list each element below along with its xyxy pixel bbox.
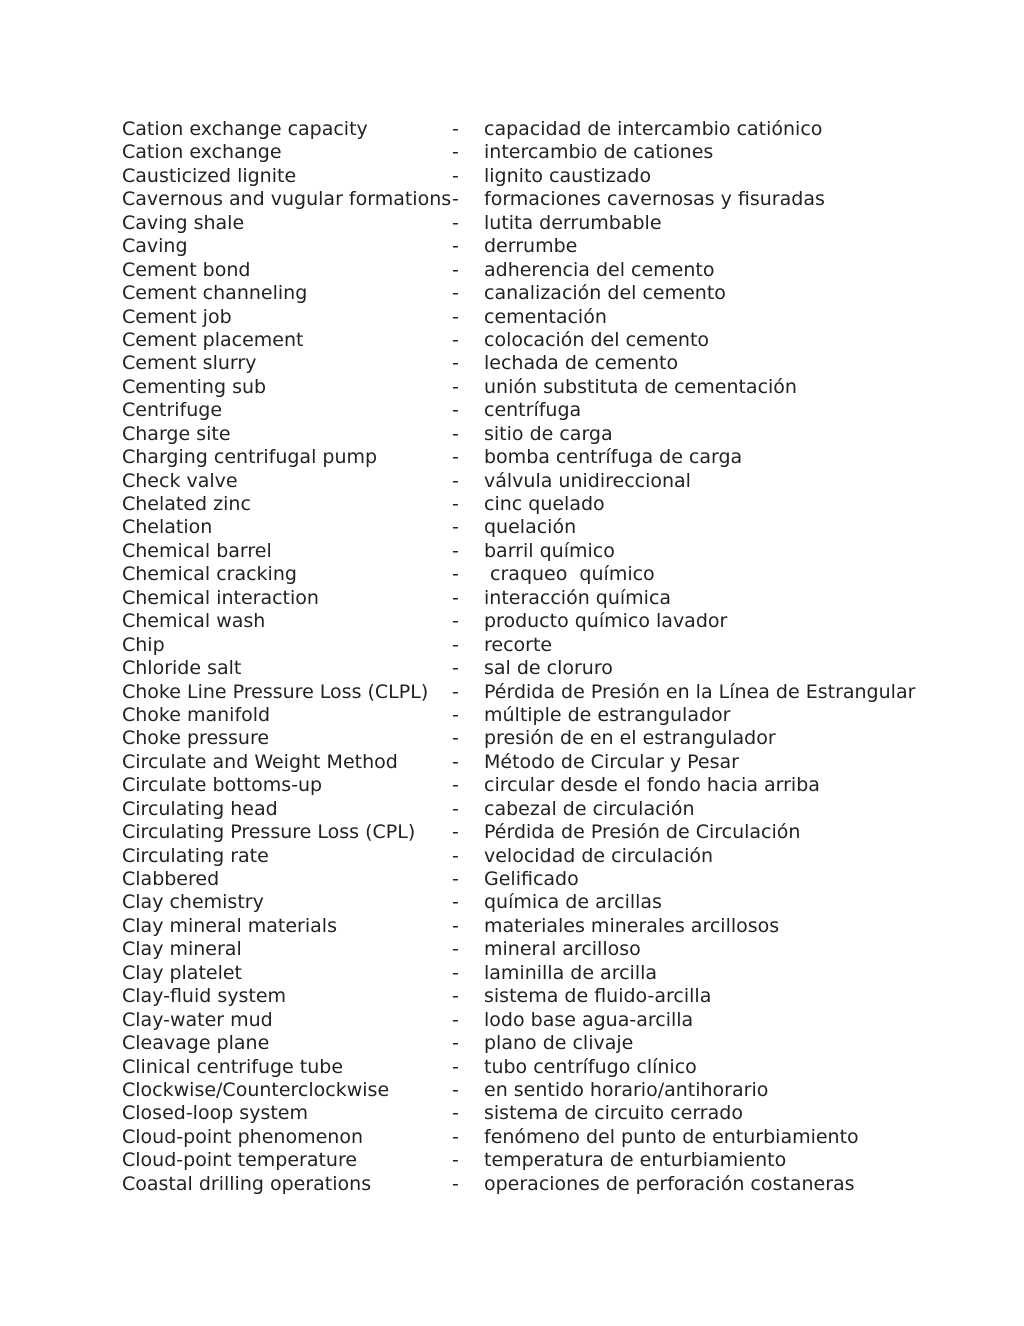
entry-term: Cement slurry [122,352,257,375]
entry-term: Caving shale [122,211,245,234]
entry-term: Choke pressure [122,727,270,750]
entry-separator: - [452,235,459,258]
entry-translation: barril químico [484,539,615,562]
glossary-entry [122,446,922,469]
entry-term: Cleavage plane [122,1032,270,1055]
entry-translation: plano de clivaje [484,1032,634,1055]
entry-term: Clabbered [122,868,220,890]
glossary-entry [122,1032,922,1055]
entry-term: Clockwise/Counterclockwise [122,1078,390,1101]
entry-separator: - [452,633,459,656]
entry-separator: - [452,1172,459,1195]
glossary-entry [122,165,922,188]
entry-term: Chemical interaction [122,586,319,609]
entry-separator: - [452,891,459,914]
entry-term: Circulate bottoms-up [122,774,323,797]
entry-translation: capacidad de intercambio catiónico [484,118,823,140]
entry-separator: - [452,328,459,351]
entry-translation: centrífuga [484,399,582,422]
entry-term: Cement placement [122,328,304,351]
glossary-entry [122,235,922,258]
glossary-entry [122,587,922,610]
glossary-list [122,118,922,1196]
entry-translation: producto químico lavador [484,610,728,633]
entry-term: Cement channeling [122,282,308,305]
glossary-entry [122,118,922,141]
entry-separator: - [452,938,459,961]
glossary-entry [122,259,922,282]
entry-translation: derrumbe [484,235,578,258]
entry-term: Cement bond [122,258,251,281]
glossary-entry [122,141,922,164]
entry-term: Chemical barrel [122,539,272,562]
entry-translation: en sentido horario/antihorario [484,1078,769,1101]
entry-term: Coastal drilling operations [122,1172,372,1195]
entry-term: Check valve [122,469,238,492]
entry-term: Chemical wash [122,610,266,633]
entry-term: Clay-fluid system [122,985,287,1008]
entry-translation: sistema de circuito cerrado [484,1102,743,1125]
glossary-entry [122,493,922,516]
entry-separator: - [452,493,459,515]
entry-term: Circulate and Weight Method [122,750,398,773]
entry-separator: - [452,516,459,539]
entry-term: Cation exchange capacity [122,118,368,140]
glossary-entry [122,704,922,727]
entry-translation: Gelificado [484,868,579,890]
entry-translation: química de arcillas [484,891,662,914]
glossary-entry [122,727,922,750]
entry-separator: - [452,844,459,867]
glossary-entry [122,1173,922,1196]
glossary-entry [122,751,922,774]
glossary-entry [122,774,922,797]
glossary-entry [122,681,922,704]
entry-translation: interacción química [484,586,672,609]
entry-separator: - [452,657,459,680]
entry-term: Cement job [122,305,232,328]
entry-translation: sistema de fluido-arcilla [484,985,712,1008]
glossary-entry [122,376,922,399]
entry-separator: - [452,1008,459,1031]
entry-term: Clay mineral [122,938,242,961]
entry-separator: - [452,1125,459,1148]
entry-separator: - [452,703,459,726]
entry-term: Chemical cracking [122,563,297,586]
glossary-entry [122,516,922,539]
entry-term: Charging centrifugal pump [122,446,378,469]
glossary-entry [122,282,922,305]
entry-translation: unión substituta de cementación [484,375,797,398]
glossary-entry [122,821,922,844]
entry-term: Clay chemistry [122,891,264,914]
entry-term: Cation exchange [122,141,282,164]
entry-translation: operaciones de perforación costaneras [484,1172,855,1195]
entry-translation: cabezal de circulación [484,797,695,820]
entry-separator: - [452,118,459,140]
entry-term: Clay mineral materials [122,914,337,937]
glossary-entry [122,1149,922,1172]
entry-translation: bomba centrífuga de carga [484,446,743,469]
entry-term: Chelation [122,516,213,539]
entry-term: Cloud-point temperature [122,1149,358,1172]
entry-separator: - [452,211,459,234]
entry-separator: - [452,188,459,211]
entry-separator: - [452,961,459,984]
entry-translation: Método de Circular y Pesar [484,750,739,773]
entry-term: Causticized lignite [122,164,297,187]
entry-separator: - [452,1149,459,1172]
glossary-entry [122,657,922,680]
entry-translation: múltiple de estrangulador [484,703,731,726]
glossary-entry [122,845,922,868]
entry-translation: intercambio de cationes [484,141,714,164]
entry-separator: - [452,750,459,773]
entry-term: Circulating head [122,797,278,820]
entry-separator: - [452,1102,459,1125]
entry-translation: sitio de carga [484,422,613,445]
entry-term: Chloride salt [122,657,242,680]
entry-translation: lutita derrumbable [484,211,662,234]
entry-separator: - [452,258,459,281]
entry-term: Choke Line Pressure Loss (CLPL) [122,680,429,703]
entry-separator: - [452,539,459,562]
entry-separator: - [452,610,459,633]
entry-separator: - [452,586,459,609]
entry-term: Clay-water mud [122,1008,273,1031]
entry-term: Clay platelet [122,961,243,984]
glossary-entry [122,962,922,985]
entry-separator: - [452,422,459,445]
entry-separator: - [452,469,459,492]
entry-translation: mineral arcilloso [484,938,641,961]
entry-term: Chelated zinc [122,493,251,515]
entry-translation: presión de en el estrangulador [484,727,776,750]
entry-term: Circulating rate [122,844,269,867]
entry-translation: craqueo químico [484,563,655,586]
entry-term: Caving [122,235,188,258]
entry-term: Closed-loop system [122,1102,308,1125]
entry-separator: - [452,399,459,422]
entry-separator: - [452,914,459,937]
glossary-entry [122,634,922,657]
entry-term: Circulating Pressure Loss (CPL) [122,821,416,844]
entry-separator: - [452,305,459,328]
entry-separator: - [452,680,459,703]
entry-translation: válvula unidireccional [484,469,691,492]
entry-separator: - [452,1078,459,1101]
glossary-entry [122,188,922,211]
entry-separator: - [452,985,459,1008]
glossary-entry [122,868,922,891]
entry-translation: temperatura de enturbiamiento [484,1149,787,1172]
entry-separator: - [452,446,459,469]
entry-translation: velocidad de circulación [484,844,714,867]
glossary-entry [122,1102,922,1125]
entry-term: Cavernous and vugular formations [122,188,452,211]
entry-separator: - [452,563,459,586]
glossary-entry [122,1079,922,1102]
entry-translation: cementación [484,305,607,328]
entry-separator: - [452,774,459,797]
entry-term: Clinical centrifuge tube [122,1055,344,1078]
entry-term: Chip [122,633,165,656]
glossary-entry [122,891,922,914]
glossary-entry [122,423,922,446]
entry-translation: tubo centrífugo clínico [484,1055,697,1078]
entry-separator: - [452,727,459,750]
glossary-entry [122,212,922,235]
entry-translation: sal de cloruro [484,657,613,680]
entry-separator: - [452,375,459,398]
entry-translation: recorte [484,633,553,656]
entry-translation: quelación [484,516,577,539]
entry-translation: colocación del cemento [484,328,710,351]
glossary-entry [122,306,922,329]
entry-translation: lechada de cemento [484,352,679,375]
entry-translation: canalización del cemento [484,282,726,305]
entry-separator: - [452,282,459,305]
entry-separator: - [452,141,459,164]
entry-translation: fenómeno del punto de enturbiamiento [484,1125,859,1148]
glossary-entry [122,352,922,375]
glossary-entry [122,1009,922,1032]
glossary-entry [122,985,922,1008]
glossary-entry [122,798,922,821]
glossary-entry [122,540,922,563]
entry-separator: - [452,797,459,820]
glossary-entry [122,399,922,422]
entry-term: Choke manifold [122,703,271,726]
entry-translation: laminilla de arcilla [484,961,658,984]
entry-separator: - [452,164,459,187]
entry-translation: lignito caustizado [484,164,652,187]
entry-term: Centrifuge [122,399,223,422]
entry-separator: - [452,1032,459,1055]
entry-term: Charge site [122,422,231,445]
glossary-entry [122,1056,922,1079]
entry-translation: adherencia del cemento [484,258,715,281]
glossary-entry [122,610,922,633]
entry-term: Cloud-point phenomenon [122,1125,363,1148]
glossary-entry [122,938,922,961]
glossary-entry [122,470,922,493]
entry-separator: - [452,352,459,375]
entry-translation: lodo base agua-arcilla [484,1008,694,1031]
entry-translation: circular desde el fondo hacia arriba [484,774,820,797]
entry-translation: cinc quelado [484,493,605,515]
entry-translation: Pérdida de Presión en la Línea de Estrangular [484,680,916,703]
glossary-entry [122,329,922,352]
glossary-entry [122,1126,922,1149]
entry-separator: - [452,1055,459,1078]
entry-translation: materiales minerales arcillosos [484,914,780,937]
glossary-entry [122,563,922,586]
glossary-entry [122,915,922,938]
entry-translation: Pérdida de Presión de Circulación [484,821,801,844]
entry-separator: - [452,821,459,844]
entry-term: Cementing sub [122,375,267,398]
entry-separator: - [452,868,459,890]
entry-translation: formaciones cavernosas y fisuradas [484,188,825,211]
